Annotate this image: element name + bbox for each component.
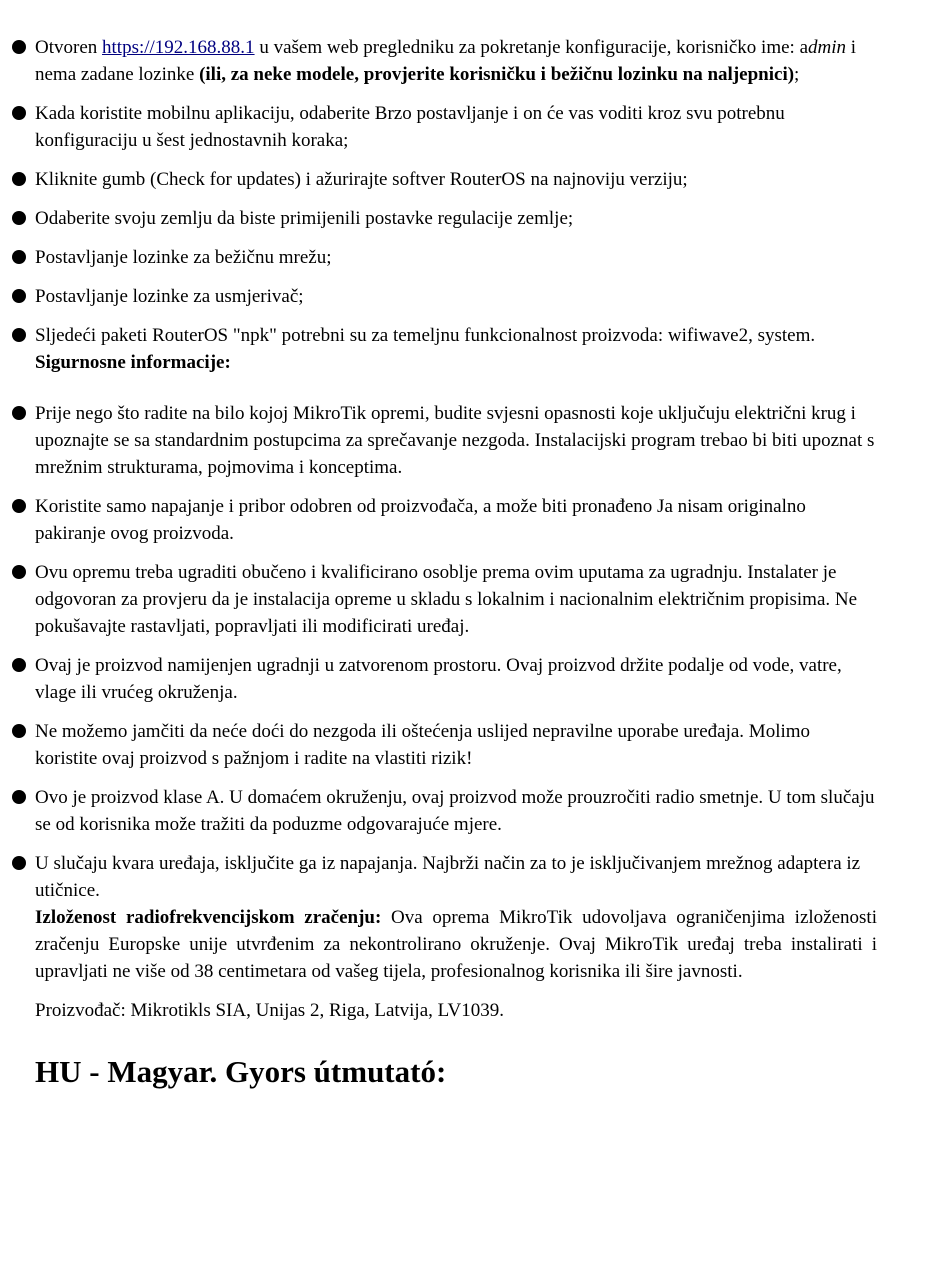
step-text: Kliknite gumb (Check for updates) i ažurirajte softver RouterOS na najnoviju verziju; <box>35 169 688 190</box>
section-heading: HU - Magyar. Gyors útmutató: <box>35 1054 447 1089</box>
bullet-icon <box>12 406 26 420</box>
safety-item-text: Koristite samo napajanje i pribor odobren od proizvođača, a može biti pronađeno Ja nisam originalno pakiranje ovog proizvoda. <box>35 496 806 544</box>
safety-list <box>35 400 877 904</box>
step-text: Postavljanje lozinke za bežičnu mrežu; <box>35 247 332 268</box>
bullet-icon <box>12 856 26 870</box>
list-item <box>35 244 877 271</box>
bullet-icon <box>12 40 26 54</box>
bullet-icon <box>12 289 26 303</box>
password-note: (ili, za neke modele, provjerite korisničku i bežičnu lozinku na naljepnici) <box>199 64 795 85</box>
step-text: Odaberite svoju zemlju da biste primijenili postavke regulacije zemlje; <box>35 208 574 229</box>
username-value: dmin <box>808 37 847 58</box>
step-text: Otvoren https://192.168.88.1 u vašem web pregledniku za pokretanje konfiguracije, korisničko ime: admin i nema zadane lozinke (ili, za neke modele, provjerite korisničku i bežičnu lozinku na naljepnici); <box>35 37 857 85</box>
manufacturer-info: Proizvođač: Mikrotikls SIA, Unijas 2, Riga, Latvija, LV1039. <box>35 1000 504 1021</box>
step-text: Kada koristite mobilnu aplikaciju, odaberite Brzo postavljanje i on će vas voditi kroz svu potrebnu konfiguraciju u šest jednostavnih koraka; <box>35 103 785 151</box>
bullet-icon <box>12 211 26 225</box>
safety-heading: Sigurnosne informacije: <box>35 352 231 373</box>
bullet-icon <box>12 499 26 513</box>
list-item <box>35 34 877 88</box>
rf-exposure-text: Ova oprema MikroTik udovoljava ograničenjima izloženosti zračenju Europske unije utvrđenim za nekontrolirano okruženje. Ovaj MikroTik uređaj treba instalirati i upravljati ne više od 38 centimetara od vašeg tijela, profesionalnog korisnika ili šire javnosti. <box>35 907 877 982</box>
safety-item-text: U slučaju kvara uređaja, isključite ga iz napajanja. Najbrži način za to je isključivanjem mrežnog adaptera iz utičnice. <box>35 853 861 901</box>
safety-item-text: Ovu opremu treba ugraditi obučeno i kvalificirano osoblje prema ovim uputama za ugradnju. Instalater je odgovoran za provjeru da je instalacija opreme u skladu s lokalnim i nacionalnim električnim propisima. Ne pokušavajte rastavljati, popravljati ili modificirati uređaj. <box>35 562 858 637</box>
bullet-icon <box>12 172 26 186</box>
list-item <box>35 205 877 232</box>
list-item <box>35 850 877 904</box>
list-item <box>35 784 877 838</box>
safety-item-text: Ovo je proizvod klase A. U domaćem okruženju, ovaj proizvod može prouzročiti radio smetnje. U tom slučaju se od korisnika može tražiti da poduzme odgovarajuće mjere. <box>35 787 875 835</box>
list-item <box>35 493 877 547</box>
bullet-icon <box>12 724 26 738</box>
router-address-link[interactable]: https://192.168.88.1 <box>102 37 255 58</box>
step-text: Sljedeći paketi RouterOS "npk" potrebni su za temeljnu funkcionalnost proizvoda: wifiwave2, system. <box>35 325 816 346</box>
rf-exposure-label: Izloženost radiofrekvencijskom zračenju: <box>35 907 382 928</box>
step-text: Postavljanje lozinke za usmjerivač; <box>35 286 304 307</box>
safety-item-text: Prije nego što radite na bilo kojoj MikroTik opremi, budite svjesni opasnosti koje uključuju električni krug i upoznajte se sa standardnim postupcima za sprečavanje nezgoda. Instalacijski program trebao bi biti upoznat s mrežnim strukturama, pojmovima i konceptima. <box>35 403 875 478</box>
rf-exposure-paragraph <box>35 904 877 985</box>
list-item <box>35 283 877 310</box>
bullet-icon <box>12 790 26 804</box>
setup-steps-list <box>35 34 877 376</box>
list-item <box>35 166 877 193</box>
bullet-icon <box>12 658 26 672</box>
list-item <box>35 400 877 481</box>
safety-item-text: Ovaj je proizvod namijenjen ugradnji u zatvorenom prostoru. Ovaj proizvod držite podalje od vode, vatre, vlage ili vrućeg okruženja. <box>35 655 842 703</box>
list-item <box>35 100 877 154</box>
list-item <box>35 718 877 772</box>
safety-item-text: Ne možemo jamčiti da neće doći do nezgoda ili oštećenja uslijed nepravilne uporabe uređaja. Molimo koristite ovaj proizvod s pažnjom i radite na vlastiti rizik! <box>35 721 811 769</box>
bullet-icon <box>12 106 26 120</box>
list-item <box>35 559 877 640</box>
list-item <box>35 652 877 706</box>
bullet-icon <box>12 565 26 579</box>
list-item <box>35 322 877 376</box>
bullet-icon <box>12 250 26 264</box>
bullet-icon <box>12 328 26 342</box>
